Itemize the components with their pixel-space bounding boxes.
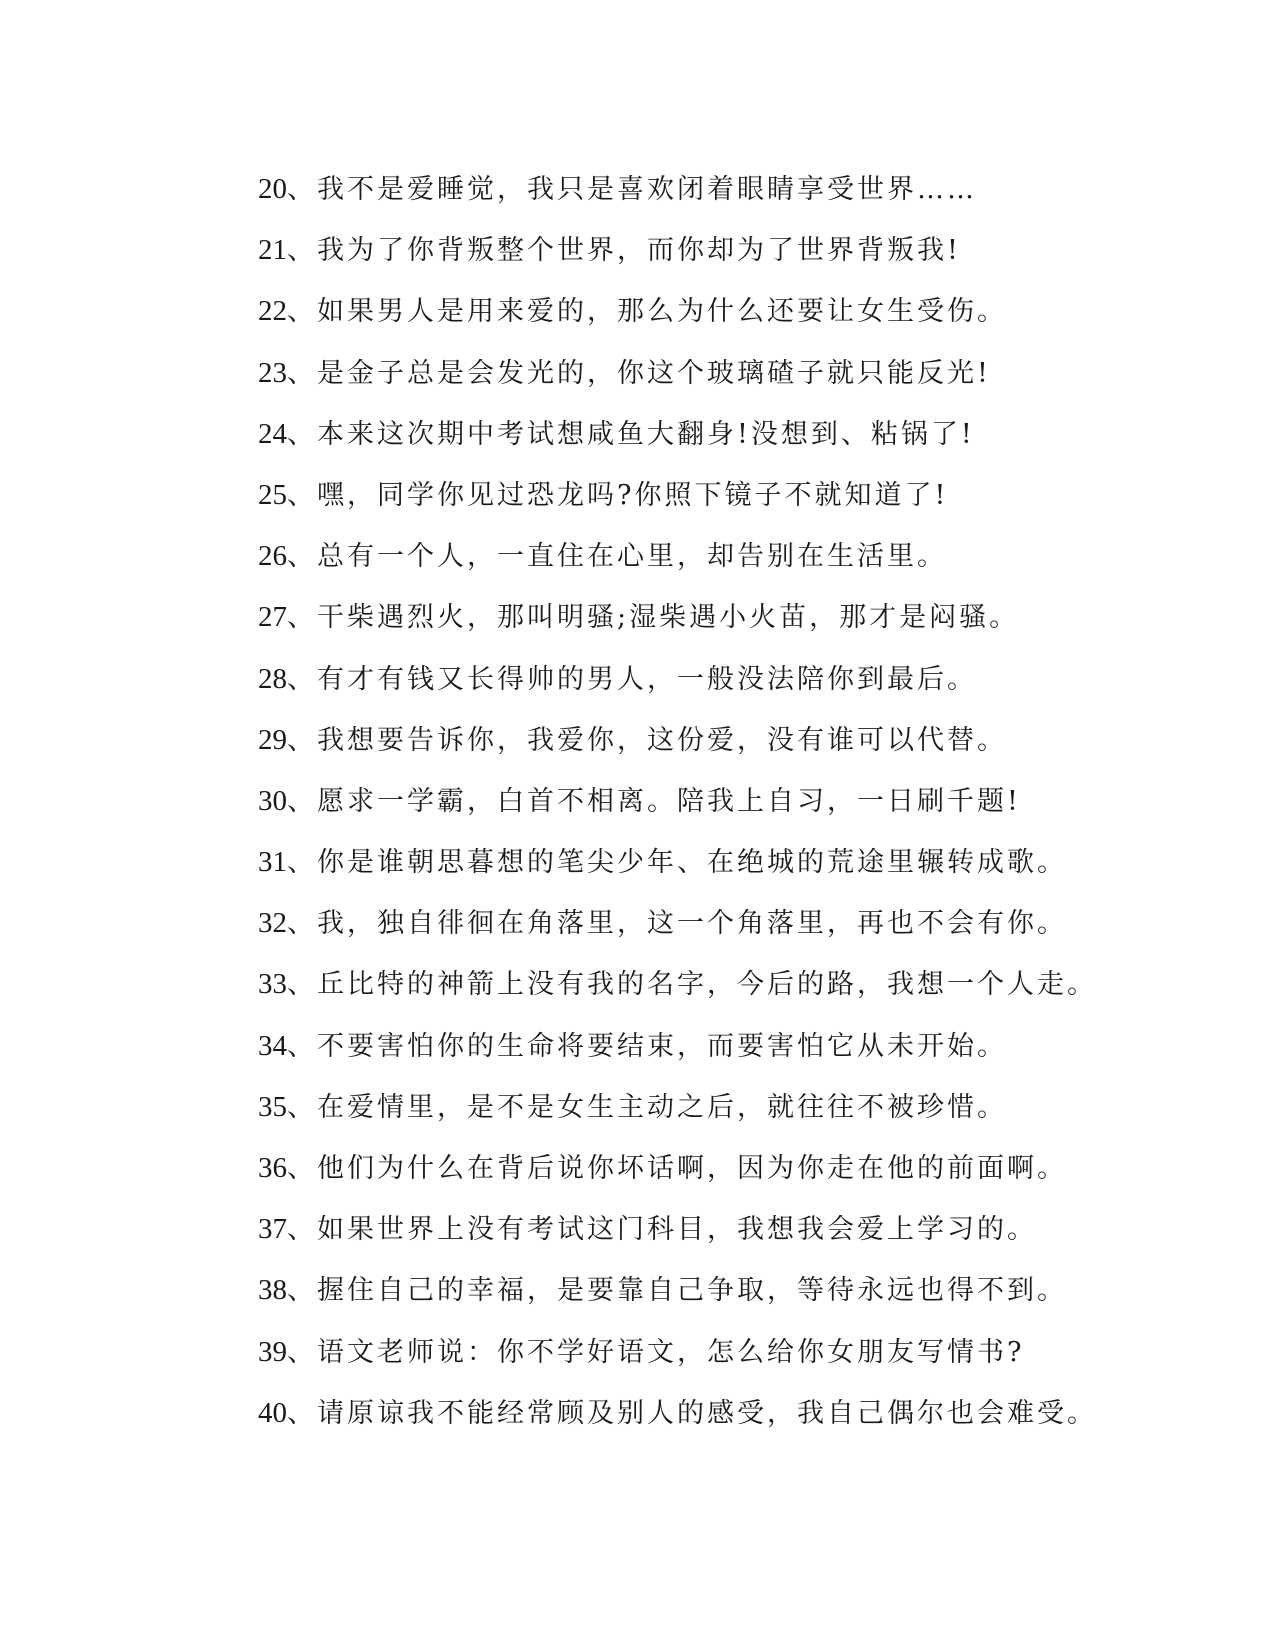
list-item [258,535,1158,596]
item-text: 、我不是爱睡觉，我只是喜欢闭着眼睛享受世界…… [287,174,977,205]
item-number: 37 [258,1213,287,1246]
list-item [258,1025,1158,1086]
item-number: 40 [258,1396,287,1429]
list-item [258,413,1158,474]
item-number: 34 [258,1029,287,1062]
list-item [258,168,1158,229]
list-item [258,1392,1158,1453]
item-number: 35 [258,1090,287,1123]
item-number: 23 [258,356,287,389]
item-number: 24 [258,417,287,450]
item-text: 、在爱情里，是不是女生主动之后，就往往不被珍惜。 [287,1091,1007,1123]
item-number: 25 [258,478,287,511]
item-number: 27 [258,601,287,634]
item-number: 39 [258,1335,287,1368]
item-text: 、握住自己的幸福，是要靠自己争取，等待永远也得不到。 [287,1275,1067,1307]
item-text: 、不要害怕你的生命将要结束，而要害怕它从未开始。 [287,1030,1007,1062]
item-number: 29 [258,723,287,756]
item-text: 、本来这次期中考试想咸鱼大翻身!没想到、粘锅了! [287,418,975,450]
item-text: 、总有一个人，一直住在心里，却告别在生活里。 [287,541,947,573]
item-text: 、请原谅我不能经常顾及别人的感受，我自己偶尔也会难受。 [287,1397,1097,1429]
list-item [258,1086,1158,1147]
item-text: 、有才有钱又长得帅的男人，一般没法陪你到最后。 [287,663,977,695]
list-item [258,1269,1158,1330]
item-text: 、你是谁朝思暮想的笔尖少年、在绝城的荒途里辗转成歌。 [287,847,1067,879]
item-number: 38 [258,1274,287,1307]
list-item [258,841,1158,902]
list-item [258,474,1158,535]
item-text: 、丘比特的神箭上没有我的名字，今后的路，我想一个人走。 [287,969,1097,1001]
list-item [258,1147,1158,1208]
list-item [258,902,1158,963]
list-item [258,1208,1158,1269]
item-number: 28 [258,662,287,695]
item-number: 21 [258,234,287,267]
item-text: 、愿求一学霸，白首不相离。陪我上自习，一日刷千题! [287,785,1021,817]
item-text: 、我想要告诉你，我爱你，这份爱，没有谁可以代替。 [287,724,1007,756]
item-number: 32 [258,907,287,940]
list-item [258,596,1158,657]
item-text: 、语文老师说：你不学好语文，怎么给你女朋友写情书? [287,1336,1025,1368]
item-number: 33 [258,968,287,1001]
item-number: 26 [258,540,287,573]
item-text: 、嘿，同学你见过恐龙吗?你照下镜子不就知道了! [287,479,949,511]
item-number: 22 [258,295,287,328]
list-item [258,352,1158,413]
list-item [258,658,1158,719]
item-text: 、如果男人是用来爱的，那么为什么还要让女生受伤。 [287,296,1007,328]
item-text: 、他们为什么在背后说你坏话啊，因为你走在他的前面啊。 [287,1153,1067,1184]
item-number: 30 [258,784,287,817]
item-text: 、如果世界上没有考试这门科目，我想我会爱上学习的。 [287,1214,1037,1246]
item-text: 、我为了你背叛整个世界，而你却为了世界背叛我! [287,235,961,267]
quote-list [258,168,1158,1453]
item-number: 36 [258,1152,287,1184]
list-item [258,229,1158,290]
list-item [258,1331,1158,1392]
item-text: 、干柴遇烈火，那叫明骚;湿柴遇小火苗，那才是闷骚。 [287,602,1020,634]
list-item [258,963,1158,1024]
list-item [258,780,1158,841]
item-text: 、是金子总是会发光的，你这个玻璃碴子就只能反光! [287,357,991,389]
item-number: 31 [258,846,287,879]
list-item [258,719,1158,780]
list-item [258,290,1158,351]
item-text: 、我，独自徘徊在角落里，这一个角落里，再也不会有你。 [287,908,1067,940]
item-number: 20 [258,173,287,205]
